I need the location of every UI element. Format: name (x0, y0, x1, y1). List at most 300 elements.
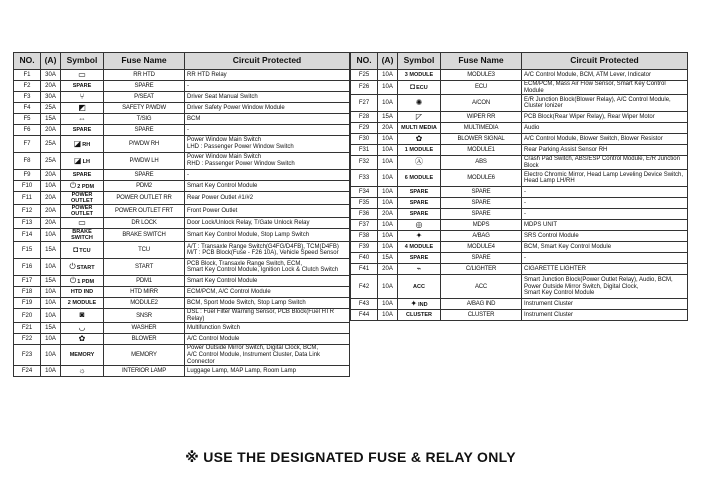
circuit-protected (185, 114, 350, 125)
fuse-number: F29 (351, 123, 378, 134)
fuse-symbol (61, 170, 104, 181)
header-symbol: Symbol (398, 53, 441, 70)
fuse-amperage: 10A (41, 181, 61, 192)
fuse-name: MEMORY (104, 345, 185, 366)
fuse-row-f15 (14, 242, 350, 259)
circuit-text: RR HTD Relay (187, 71, 227, 78)
power-window-icon: ◪ (74, 155, 82, 165)
fuse-symbol-text: MULTI MEDIA (401, 125, 437, 132)
fuse-symbol-text: SPARE (409, 200, 429, 207)
fuse-symbol-text: CLUSTER (406, 312, 432, 319)
fuse-row-f34 (351, 187, 688, 198)
sensor-icon: ◙ (79, 310, 85, 320)
fuse-symbol (61, 70, 104, 81)
fuse-number: F37 (351, 220, 378, 231)
fuse-amperage: 20A (41, 170, 61, 181)
circuit-text: Smart Key Control Module (187, 182, 258, 189)
header-circuit: Circuit Protected (185, 53, 350, 70)
circuit-text: PCB Block(Rear Wiper Relay), Rear Wiper Motor (524, 113, 655, 120)
fuse-number: F31 (351, 145, 378, 156)
circuit-protected (185, 366, 350, 377)
fuse-amperage: 20A (378, 123, 398, 134)
fuse-symbol-text: 3 MODULE (404, 71, 434, 78)
circuit-protected (185, 345, 350, 366)
fuse-number: F4 (14, 103, 41, 114)
circuit-text: Multifunction Switch (187, 325, 241, 332)
fuse-name: P/WDW RH (104, 136, 185, 153)
fuse-number: F18 (14, 287, 41, 298)
fuse-number: F2 (14, 81, 41, 92)
fuse-symbol (61, 81, 104, 92)
circuit-text: Power Window Main Switch RHD : Passenger Power Window Switch (187, 154, 295, 167)
circuit-protected (185, 153, 350, 170)
fuse-symbol (398, 145, 441, 156)
fuse-symbol (398, 220, 441, 231)
fuse-name: PDM1 (104, 276, 185, 287)
circuit-protected (185, 323, 350, 334)
circuit-protected (522, 112, 688, 123)
fuse-number: F26 (351, 81, 378, 95)
airbag-icon: ✦ (410, 298, 418, 308)
circuit-text: Rear Power Outlet #1/#2 (187, 194, 254, 201)
fuse-name: WASHER (104, 323, 185, 334)
circuit-protected (522, 253, 688, 264)
fuse-symbol (398, 264, 441, 275)
circuit-text: DSL : Fuel Filter Warning Sensor, PCB Block(Fuel HTR Relay) (187, 309, 334, 322)
fuse-row-f29 (351, 123, 688, 134)
fuse-number: F1 (14, 70, 41, 81)
door-lock-icon: ▭ (78, 217, 86, 227)
fuse-row-f4 (14, 103, 350, 114)
fuse-symbol-text: 2 MODULE (67, 300, 97, 307)
circuit-protected (522, 310, 688, 321)
fuse-amperage: 30A (41, 92, 61, 103)
fuse-row-f6 (14, 125, 350, 136)
fuse-name: ABS (441, 156, 522, 170)
fuse-row-f31 (351, 145, 688, 156)
fuse-name: SPARE (441, 198, 522, 209)
fuse-number: F10 (14, 181, 41, 192)
fuse-amperage: 20A (41, 205, 61, 218)
fuse-number: F11 (14, 192, 41, 205)
fuse-name: SAFETY P/WDW (104, 103, 185, 114)
circuit-protected (522, 209, 688, 220)
header-no: NO. (14, 53, 41, 70)
fuse-symbol (398, 198, 441, 209)
fuse-row-f3 (14, 92, 350, 103)
fuse-number: F24 (14, 366, 41, 377)
circuit-protected (185, 242, 350, 259)
circuit-protected (522, 242, 688, 253)
fuse-amperage: 10A (41, 366, 61, 377)
window-safety-icon: ◩ (78, 102, 86, 112)
fuse-name: MODULE4 (441, 242, 522, 253)
fuse-row-f11 (14, 192, 350, 205)
fuse-name: MODULE1 (441, 145, 522, 156)
power-seat-icon: ⑂ (79, 91, 85, 101)
circuit-protected (185, 309, 350, 323)
fuse-number: F42 (351, 275, 378, 299)
fuse-number: F15 (14, 242, 41, 259)
fuse-symbol (61, 205, 104, 218)
fuse-number: F28 (351, 112, 378, 123)
fuse-number: F32 (351, 156, 378, 170)
fuse-row-f23 (14, 345, 350, 366)
rear-wiper-icon: ◸ (415, 111, 423, 121)
fuse-number: F33 (351, 170, 378, 187)
fuse-symbol (61, 287, 104, 298)
fuse-symbol (398, 95, 441, 112)
fuse-amperage: 10A (41, 287, 61, 298)
blower-icon: ✿ (78, 334, 86, 344)
fuse-row-f12 (14, 205, 350, 218)
fuse-row-f16 (14, 259, 350, 276)
fuse-amperage: 10A (378, 310, 398, 321)
circuit-protected (185, 192, 350, 205)
fuse-amperage: 15A (41, 114, 61, 125)
fuse-row-f42 (351, 275, 688, 299)
fuse-name: A/BAG (441, 231, 522, 242)
ecu-icon: ◘ (410, 82, 416, 92)
blower-icon: ✿ (415, 133, 423, 143)
fuse-number: F17 (14, 276, 41, 287)
fuse-symbol (398, 231, 441, 242)
fuse-symbol-text: 1 MODULE (404, 147, 434, 154)
fuse-name: PDM2 (104, 181, 185, 192)
fuse-symbol (61, 323, 104, 334)
fuse-amperage: 10A (378, 242, 398, 253)
fuse-row-f18 (14, 287, 350, 298)
fuse-symbol-text: 4 MODULE (404, 244, 434, 251)
circuit-protected (185, 170, 350, 181)
fuse-symbol (398, 134, 441, 145)
circuit-text: - (524, 189, 526, 196)
circuit-text: Driver Seat Manual Switch (187, 93, 258, 100)
fuse-amperage: 10A (41, 345, 61, 366)
aircon-icon: ✺ (415, 97, 423, 107)
circuit-protected (185, 298, 350, 309)
circuit-text: ECM/PCM, A/C Control Module (187, 288, 271, 295)
fuse-symbol (61, 218, 104, 229)
circuit-text: - (187, 126, 189, 133)
header-fuse-name: Fuse Name (104, 53, 185, 70)
fuse-symbol (61, 229, 104, 242)
circuit-text: Power Window Main Switch LHD : Passenger Power Window Switch (187, 137, 294, 150)
circuit-protected (522, 231, 688, 242)
fuse-symbol (398, 242, 441, 253)
fuse-name: C/LIGHTER (441, 264, 522, 275)
circuit-text: BCM (187, 115, 201, 122)
fuse-number: F25 (351, 70, 378, 81)
fuse-symbol-text: ECU (416, 85, 428, 92)
fuse-name: MULTIMEDIA (441, 123, 522, 134)
header-no: NO. (351, 53, 378, 70)
fuse-name: P/WDW LH (104, 153, 185, 170)
header-row (351, 53, 688, 70)
fuse-number: F27 (351, 95, 378, 112)
fuse-name: DR LOCK (104, 218, 185, 229)
fuse-amperage: 20A (41, 218, 61, 229)
fuse-row-f2 (14, 81, 350, 92)
power-window-icon: ◪ (73, 138, 82, 148)
fuse-amperage: 10A (378, 220, 398, 231)
fuse-amperage: 10A (378, 275, 398, 299)
fuse-name: SPARE (104, 125, 185, 136)
fuse-symbol (398, 299, 441, 310)
fuse-number: F38 (351, 231, 378, 242)
fuse-row-f28 (351, 112, 688, 123)
fuse-symbol-text: POWER OUTLET (71, 205, 93, 218)
fuse-row-f20 (14, 309, 350, 323)
circuit-text: Door Lock/Unlock Relay, T/Gate Unlock Relay (187, 219, 310, 226)
fuse-row-f27 (351, 95, 688, 112)
circuit-text: - (187, 82, 189, 89)
circuit-text: Front Power Outlet (187, 207, 238, 214)
fuse-amperage: 30A (41, 70, 61, 81)
fuse-row-f44 (351, 310, 688, 321)
circuit-text: E/R Junction Block(Blower Relay), A/C Control Module, Cluster Ionizer (524, 96, 671, 110)
circuit-text: Crash Pad Switch, ABS/ESP Control Module, E/R Junction Block (524, 156, 680, 169)
fuse-amperage: 10A (378, 156, 398, 170)
fuse-number: F43 (351, 299, 378, 310)
fuse-symbol (61, 192, 104, 205)
fuse-name: ACC (441, 275, 522, 299)
circuit-protected (185, 334, 350, 345)
fuse-symbol (398, 112, 441, 123)
fuse-amperage: 10A (41, 298, 61, 309)
circuit-text: - (524, 255, 526, 262)
abs-icon: Ⓐ (415, 157, 423, 167)
circuit-text: ECM/PCM, Mass Air Flow Sensor, Smart Key Control Module (524, 81, 666, 94)
fuse-symbol-text: TCU (79, 247, 91, 254)
fuse-name: T/SIG (104, 114, 185, 125)
fuse-amperage: 10A (41, 259, 61, 276)
mdps-icon: ◎ (415, 219, 423, 229)
fuse-number: F22 (14, 334, 41, 345)
fuse-row-f13 (14, 218, 350, 229)
fuse-row-f17 (14, 276, 350, 287)
fuse-number: F3 (14, 92, 41, 103)
circuit-text: A/C Control Module, BCM, ATM Lever, Indicator (524, 71, 651, 78)
circuit-protected (522, 70, 688, 81)
fuse-symbol-text: 1 PDM (77, 278, 95, 285)
power-icon: ⏻ (69, 275, 77, 285)
circuit-protected (522, 220, 688, 231)
fuse-number: F9 (14, 170, 41, 181)
fuse-symbol-text: ACC (413, 283, 425, 290)
circuit-protected (522, 145, 688, 156)
circuit-protected (522, 299, 688, 310)
circuit-text: Electro Chromic Mirror, Head Lamp Leveling Device Switch, Head Lamp LH/RH (524, 171, 684, 185)
circuit-protected (185, 218, 350, 229)
fuse-number: F5 (14, 114, 41, 125)
fuse-row-f26 (351, 81, 688, 95)
fuse-number: F41 (351, 264, 378, 275)
fuse-amperage: 10A (378, 134, 398, 145)
fuse-amperage: 15A (41, 276, 61, 287)
header-amp: (A) (378, 53, 398, 70)
circuit-protected (185, 181, 350, 192)
interior-lamp-icon: ☼ (78, 365, 86, 375)
cigarette-lighter-icon: ⌁ (416, 263, 422, 273)
fuse-amperage: 20A (41, 125, 61, 136)
fuse-name: SPARE (441, 187, 522, 198)
circuit-text: A/T : Transaxle Range Switch(G4FG/D4FB), TCM(D4FB) M/T : PCB Block(Fuse - F26 10A), Vehicle Speed Sensor (187, 243, 339, 257)
fuse-row-f40 (351, 253, 688, 264)
fuse-number: F30 (351, 134, 378, 145)
circuit-text: Audio (524, 124, 540, 131)
fuse-amperage: 10A (378, 187, 398, 198)
fuse-row-f43 (351, 299, 688, 310)
fuse-symbol (61, 298, 104, 309)
circuit-protected (185, 136, 350, 153)
circuit-protected (522, 264, 688, 275)
fuse-name: BLOWER (104, 334, 185, 345)
fuse-amperage: 10A (378, 231, 398, 242)
circuit-protected (185, 276, 350, 287)
fuse-name: POWER OUTLET RR (104, 192, 185, 205)
header-amp: (A) (41, 53, 61, 70)
fuse-row-f19 (14, 298, 350, 309)
fuse-symbol-text: 6 MODULE (404, 175, 434, 182)
circuit-text: Instrument Cluster (524, 312, 574, 319)
header-symbol: Symbol (61, 53, 104, 70)
fuse-number: F19 (14, 298, 41, 309)
fuse-number: F39 (351, 242, 378, 253)
fuse-symbol-text: BRAKE SWITCH (71, 229, 93, 242)
circuit-protected (185, 259, 350, 276)
circuit-protected (522, 95, 688, 112)
fuse-number: F8 (14, 153, 41, 170)
fuse-row-f25 (351, 70, 688, 81)
fuse-symbol (61, 242, 104, 259)
fuse-amperage: 10A (378, 70, 398, 81)
circuit-protected (185, 205, 350, 218)
circuit-protected (185, 125, 350, 136)
circuit-text: Instrument Cluster (524, 301, 574, 308)
circuit-text: SRS Control Module (524, 233, 579, 240)
circuit-protected (185, 81, 350, 92)
fuse-amperage: 15A (378, 253, 398, 264)
fuse-number: F20 (14, 309, 41, 323)
fuse-number: F12 (14, 205, 41, 218)
fuse-name: START (104, 259, 185, 276)
fuse-symbol (398, 209, 441, 220)
fuse-symbol-text: RH (82, 141, 91, 148)
fuse-symbol-text: IND (418, 301, 428, 308)
fuse-number: F23 (14, 345, 41, 366)
fuse-number: F13 (14, 218, 41, 229)
fuse-symbol (61, 153, 104, 170)
fuse-symbol (398, 253, 441, 264)
fuse-symbol (61, 103, 104, 114)
fuse-symbol-text: HTD IND (70, 289, 94, 296)
fuse-name: WIPER RR (441, 112, 522, 123)
power-icon: ⏻ (69, 180, 77, 190)
start-icon: ⏻ (69, 261, 76, 271)
fuse-name: HTD MIRR (104, 287, 185, 298)
circuit-protected (185, 70, 350, 81)
fuse-row-f22 (14, 334, 350, 345)
fuse-row-f8 (14, 153, 350, 170)
fuse-amperage: 10A (378, 198, 398, 209)
fuse-symbol (398, 170, 441, 187)
fuse-symbol (61, 345, 104, 366)
fuse-symbol-text: START (76, 264, 95, 271)
circuit-text: BCM, Smart Key Control Module (524, 244, 612, 251)
fuse-row-f35 (351, 198, 688, 209)
fuse-row-f41 (351, 264, 688, 275)
fuse-amperage: 10A (378, 170, 398, 187)
fuse-symbol-text: 2 PDM (77, 183, 95, 190)
fuse-name: A/CON (441, 95, 522, 112)
fuse-amperage: 10A (41, 334, 61, 345)
fuse-amperage: 20A (41, 192, 61, 205)
circuit-text: A/C Control Module (187, 336, 240, 343)
circuit-text: Luggage Lamp, MAP Lamp, Room Lamp (187, 367, 296, 374)
fuse-symbol (398, 310, 441, 321)
circuit-text: Rear Parking Assist Sensor RH (524, 146, 608, 153)
fuse-row-f7 (14, 136, 350, 153)
fuse-number: F44 (351, 310, 378, 321)
fuse-name: BRAKE SWITCH (104, 229, 185, 242)
fuse-name: CLUSTER (441, 310, 522, 321)
circuit-protected (522, 156, 688, 170)
fuse-row-f38 (351, 231, 688, 242)
circuit-protected (522, 81, 688, 95)
fuse-amperage: 10A (378, 299, 398, 310)
fuse-symbol-text: LH (82, 158, 90, 165)
fuse-number: F40 (351, 253, 378, 264)
fuse-row-f36 (351, 209, 688, 220)
fuse-amperage: 25A (41, 153, 61, 170)
fuse-number: F36 (351, 209, 378, 220)
fuse-amperage: 10A (378, 81, 398, 95)
fuse-symbol-text: SPARE (72, 126, 92, 133)
fuse-amperage: 15A (41, 242, 61, 259)
fuse-name: POWER OUTLET FRT (104, 205, 185, 218)
fuse-amperage: 10A (41, 309, 61, 323)
fuse-number: F14 (14, 229, 41, 242)
fuse-name: MODULE3 (441, 70, 522, 81)
circuit-text: - (524, 200, 526, 207)
fuse-name: RR HTD (104, 70, 185, 81)
circuit-protected (522, 123, 688, 134)
fuse-row-f1 (14, 70, 350, 81)
fuse-name: SPARE (104, 170, 185, 181)
circuit-text: PCB Block, Transaxle Range Switch, ECM, Smart Key Control Module, Ignition Lock & Clutch Switch (187, 260, 339, 274)
circuit-text: A/C Control Module, Blower Switch, Blower Resistor (524, 135, 663, 142)
fuse-amperage: 10A (378, 95, 398, 112)
fuse-symbol (398, 156, 441, 170)
fuse-row-f21 (14, 323, 350, 334)
circuit-text: - (524, 211, 526, 218)
fuse-row-f10 (14, 181, 350, 192)
tcu-icon: ◘ (73, 244, 79, 254)
fuse-name: MDPS (441, 220, 522, 231)
circuit-protected (185, 287, 350, 298)
fuse-symbol (61, 136, 104, 153)
fuse-amperage: 25A (41, 103, 61, 114)
circuit-protected (185, 103, 350, 114)
washer-icon: ◡ (78, 323, 86, 333)
fuse-name: INTERIOR LAMP (104, 366, 185, 377)
fuse-row-f33 (351, 170, 688, 187)
fuse-symbol-text: SPARE (409, 189, 429, 196)
fuse-symbol-text: POWER OUTLET (71, 192, 93, 205)
circuit-text: CIGARETTE LIGHTER (524, 266, 587, 273)
fuse-symbol-text: SPARE (409, 255, 429, 262)
